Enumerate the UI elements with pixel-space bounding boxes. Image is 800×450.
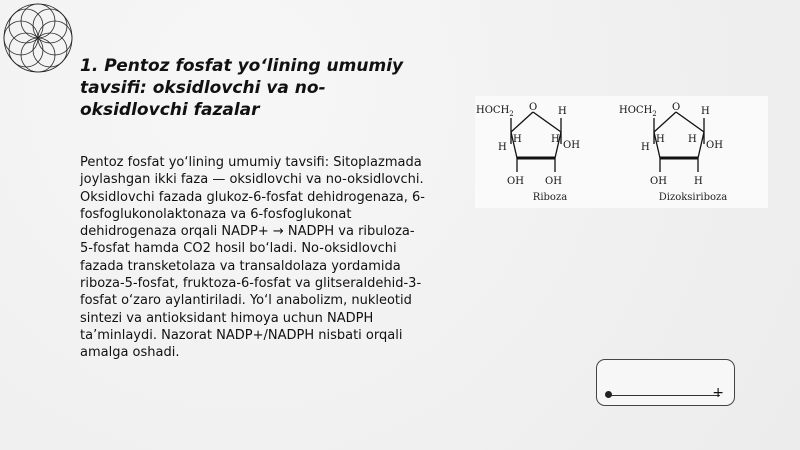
deoxyribose-h-c2: H	[688, 134, 697, 145]
track-end-marker-icon: +	[712, 385, 724, 401]
ribose-hoch2-label: $HOCH_2$	[476, 105, 514, 118]
geometric-ornament-icon	[2, 2, 74, 74]
playhead-icon[interactable]	[605, 391, 612, 398]
body-paragraph: Pentoz fosfat yo‘lining umumiy tavsifi: Sitoplazmada joylashgan ikki faza — oksidlovchi va no-oksidlovchi. Oksidlovchi fazada glukoz-6-fosfat dehidrogenaza, 6-fosfoglukonolaktonaza va 6-fosfoglukonat dehidrogenaza orqali NADP+ → NADPH va ribuloza-5-fosfat hamda CO2 hosil bo‘ladi. No-oksidlovchi fazada transketolaza va transaldolaza yordamida riboza-5-fosfat, fruktoza-6-fosfat va glitseraldehid-3-fosfat o‘zaro aylantiriladi. Yo‘l anabolizm, nukleotid sintezi va antioksidant himoya uchun NADPH ta’minlaydi. Nazorat NADP+/NADPH nisbati orqali amalga oshadi.	[80, 155, 425, 361]
seek-track[interactable]	[609, 395, 720, 396]
ribose-ring-oxygen: O	[529, 102, 538, 113]
ribose-h-c3: H	[498, 142, 507, 153]
ribose-h-left: H	[513, 134, 522, 145]
deoxyribose-structure	[618, 96, 768, 208]
deoxyribose-h-top: H	[701, 106, 710, 117]
slide-title: 1. Pentoz fosfat yo‘lining umumiy tavsifi: oksidlovchi va no-oksidlovchi fazalar	[80, 56, 404, 120]
ribose-structure	[475, 96, 625, 208]
ribose-caption: Riboza	[532, 192, 568, 203]
deoxyribose-h-left: H	[656, 134, 665, 145]
deoxyribose-h-c3: H	[641, 142, 650, 153]
ribose-oh-c3: OH	[507, 176, 524, 187]
deoxyribose-ring-oxygen: O	[672, 102, 681, 113]
ribose-h-top: H	[558, 106, 567, 117]
deoxyribose-caption: Dizoksiriboza	[658, 192, 728, 203]
deoxyribose-hoch2-label: $HOCH_2$	[619, 105, 657, 118]
deoxyribose-oh-c1: OH	[706, 140, 723, 151]
deoxyribose-h-c2-bottom: H	[694, 176, 703, 187]
ribose-h-c2: H	[551, 134, 560, 145]
ribose-oh-c1: OH	[563, 140, 580, 151]
ribose-oh-c2: OH	[545, 176, 562, 187]
deoxyribose-oh-c3: OH	[650, 176, 667, 187]
audio-player[interactable]	[596, 359, 735, 406]
